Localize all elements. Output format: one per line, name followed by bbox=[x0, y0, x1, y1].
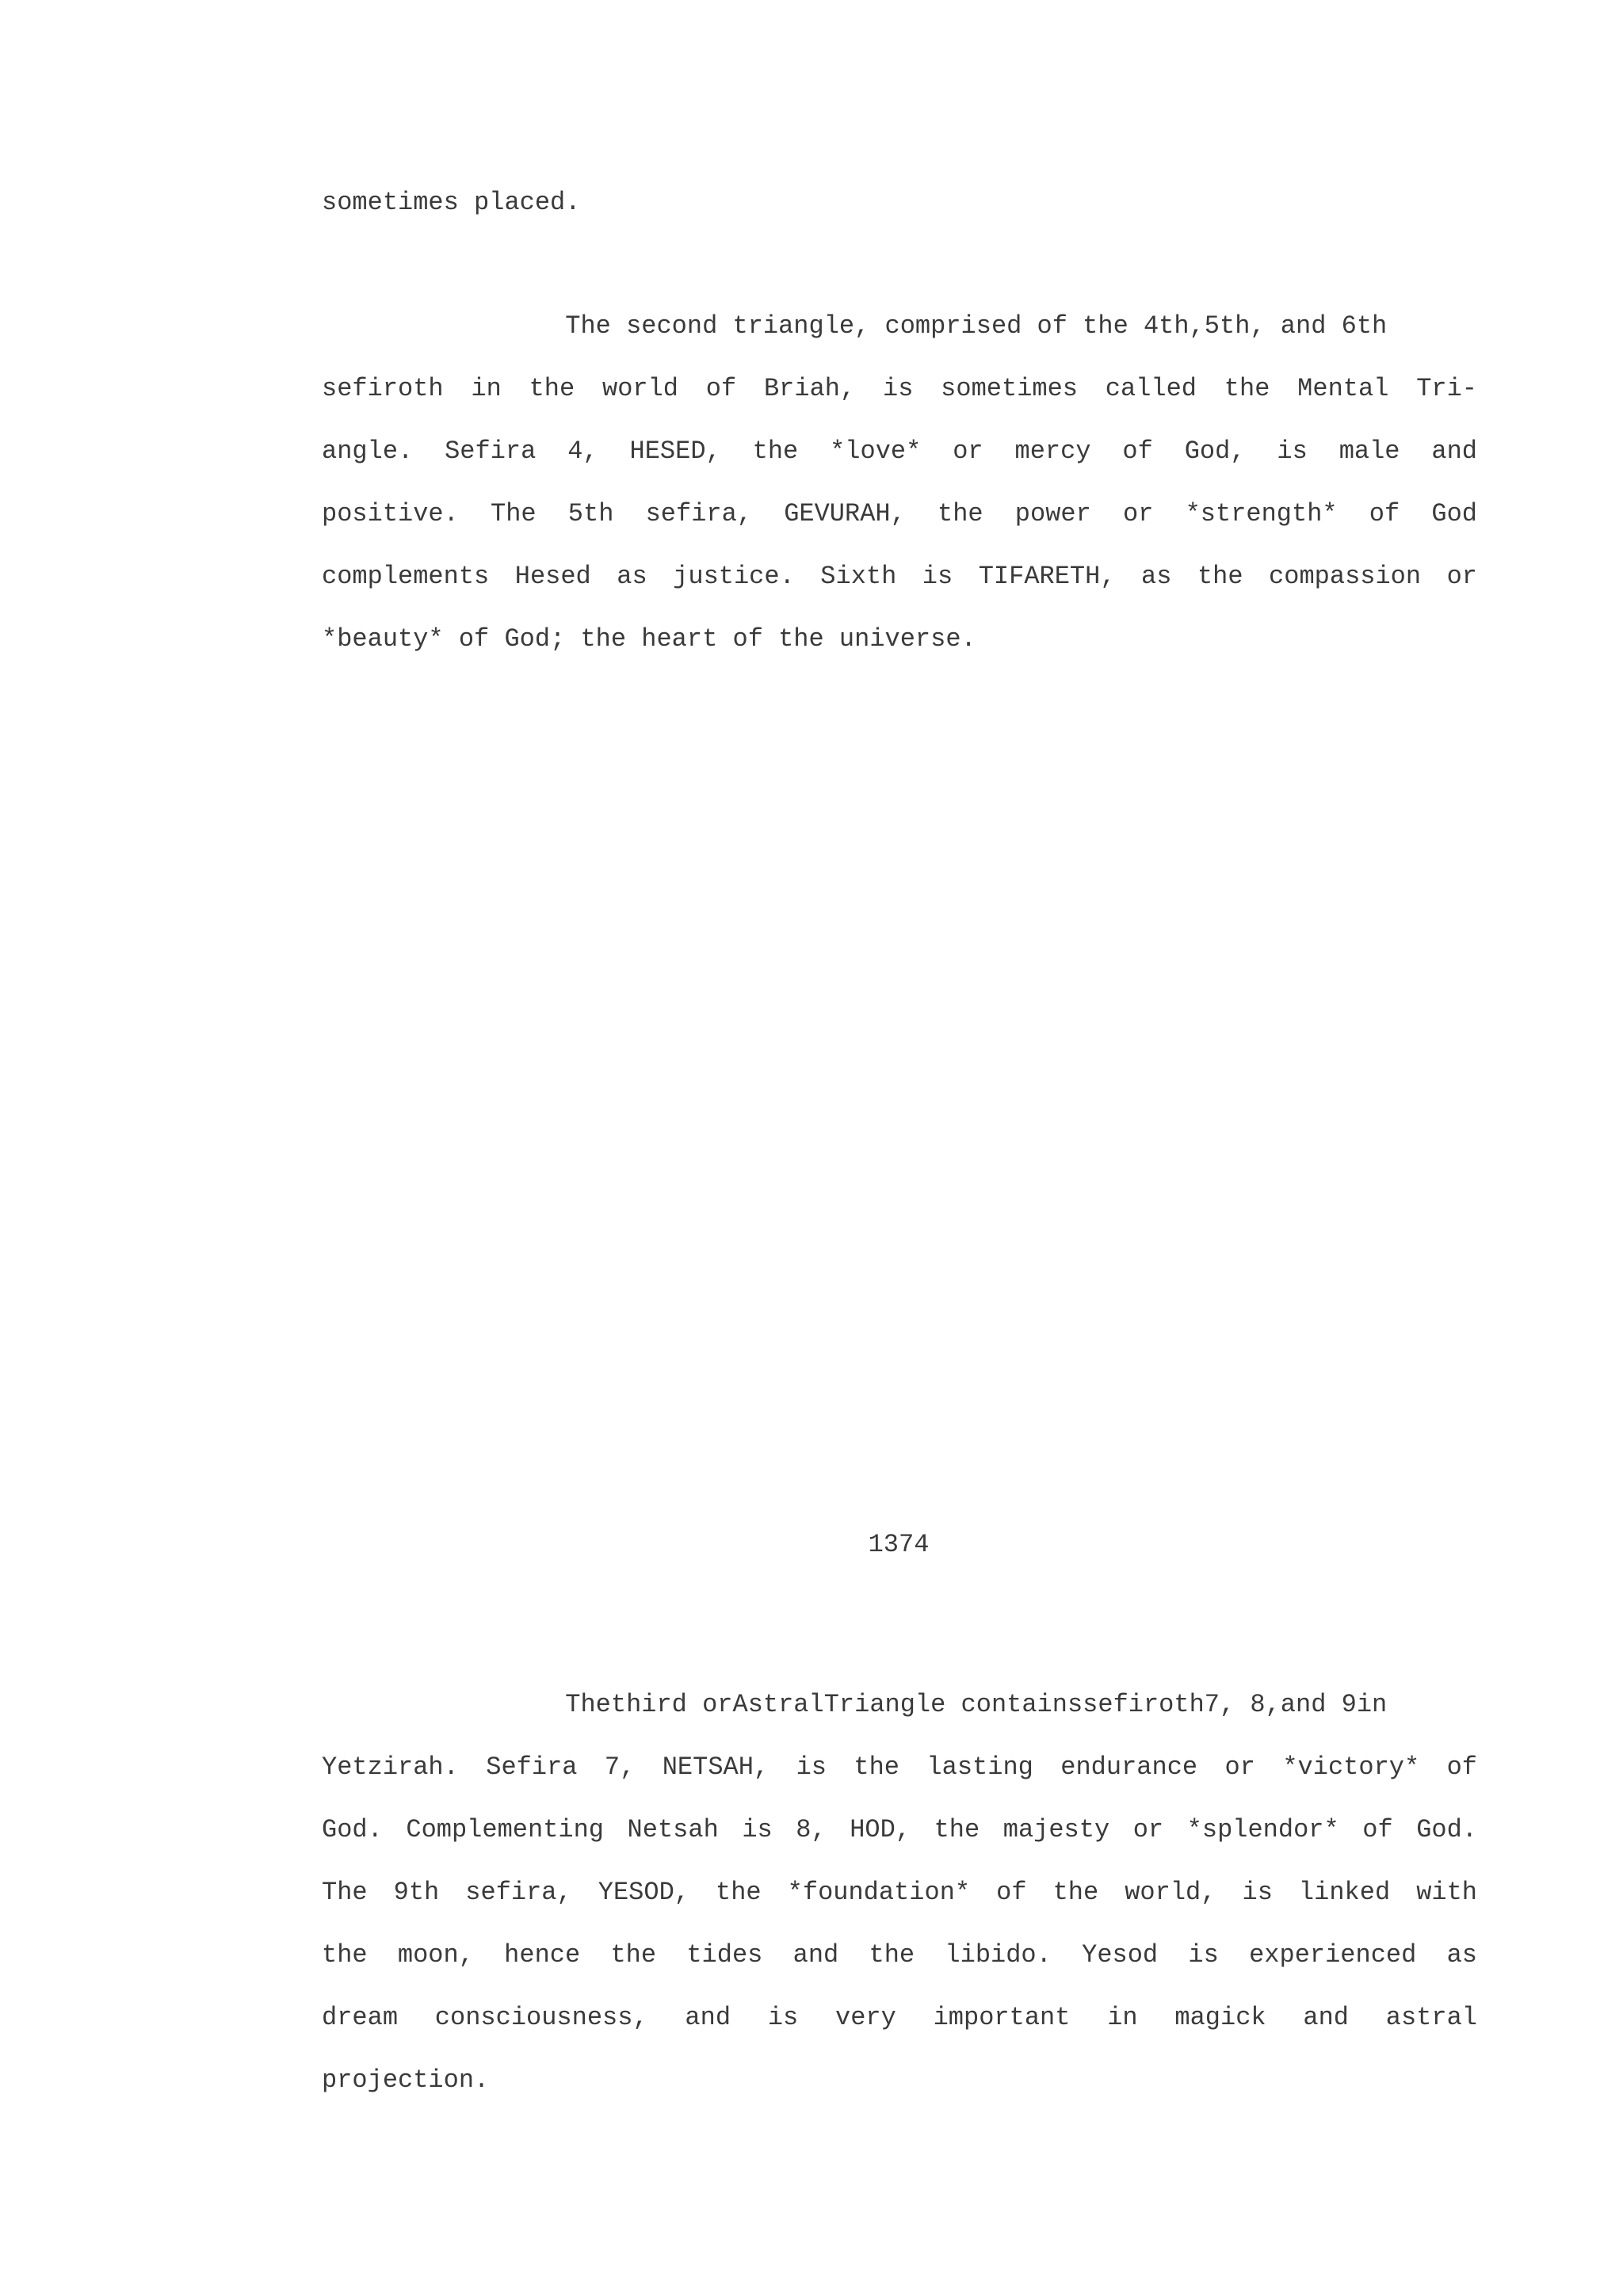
text-line: the moon, hence the tides and the libido. Yesod is experienced as bbox=[322, 1940, 1477, 1970]
paragraph-continuation: sometimes placed. bbox=[322, 188, 581, 217]
text-line: complements Hesed as justice. Sixth is TIFARETH, as the compassion or bbox=[322, 562, 1477, 591]
text-line: dream consciousness, and is very important in magick and astral bbox=[322, 2003, 1477, 2032]
text-line: God. Complementing Netsah is 8, HOD, the majesty or *splendor* of God. bbox=[322, 1815, 1477, 1844]
text-line: *beauty* of God; the heart of the universe. bbox=[322, 624, 976, 654]
text-line: Yetzirah. Sefira 7, NETSAH, is the lasting endurance or *victory* of bbox=[322, 1753, 1477, 1782]
text-line: The second triangle, comprised of the 4th,5th, and 6th bbox=[322, 311, 1388, 341]
text-line: The 9th sefira, YESOD, the *foundation* of the world, is linked with bbox=[322, 1878, 1477, 1907]
page-number: 1374 bbox=[868, 1530, 930, 1559]
text-line: angle. Sefira 4, HESED, the *love* or mercy of God, is male and bbox=[322, 437, 1477, 466]
text-line: projection. bbox=[322, 2065, 490, 2095]
text-line: positive. The 5th sefira, GEVURAH, the power or *strength* of God bbox=[322, 499, 1477, 528]
text-line: Thethird orAstralTriangle containssefiroth7, 8,and 9in bbox=[322, 1690, 1388, 1719]
text-line: sefiroth in the world of Briah, is sometimes called the Mental Tri- bbox=[322, 374, 1477, 403]
